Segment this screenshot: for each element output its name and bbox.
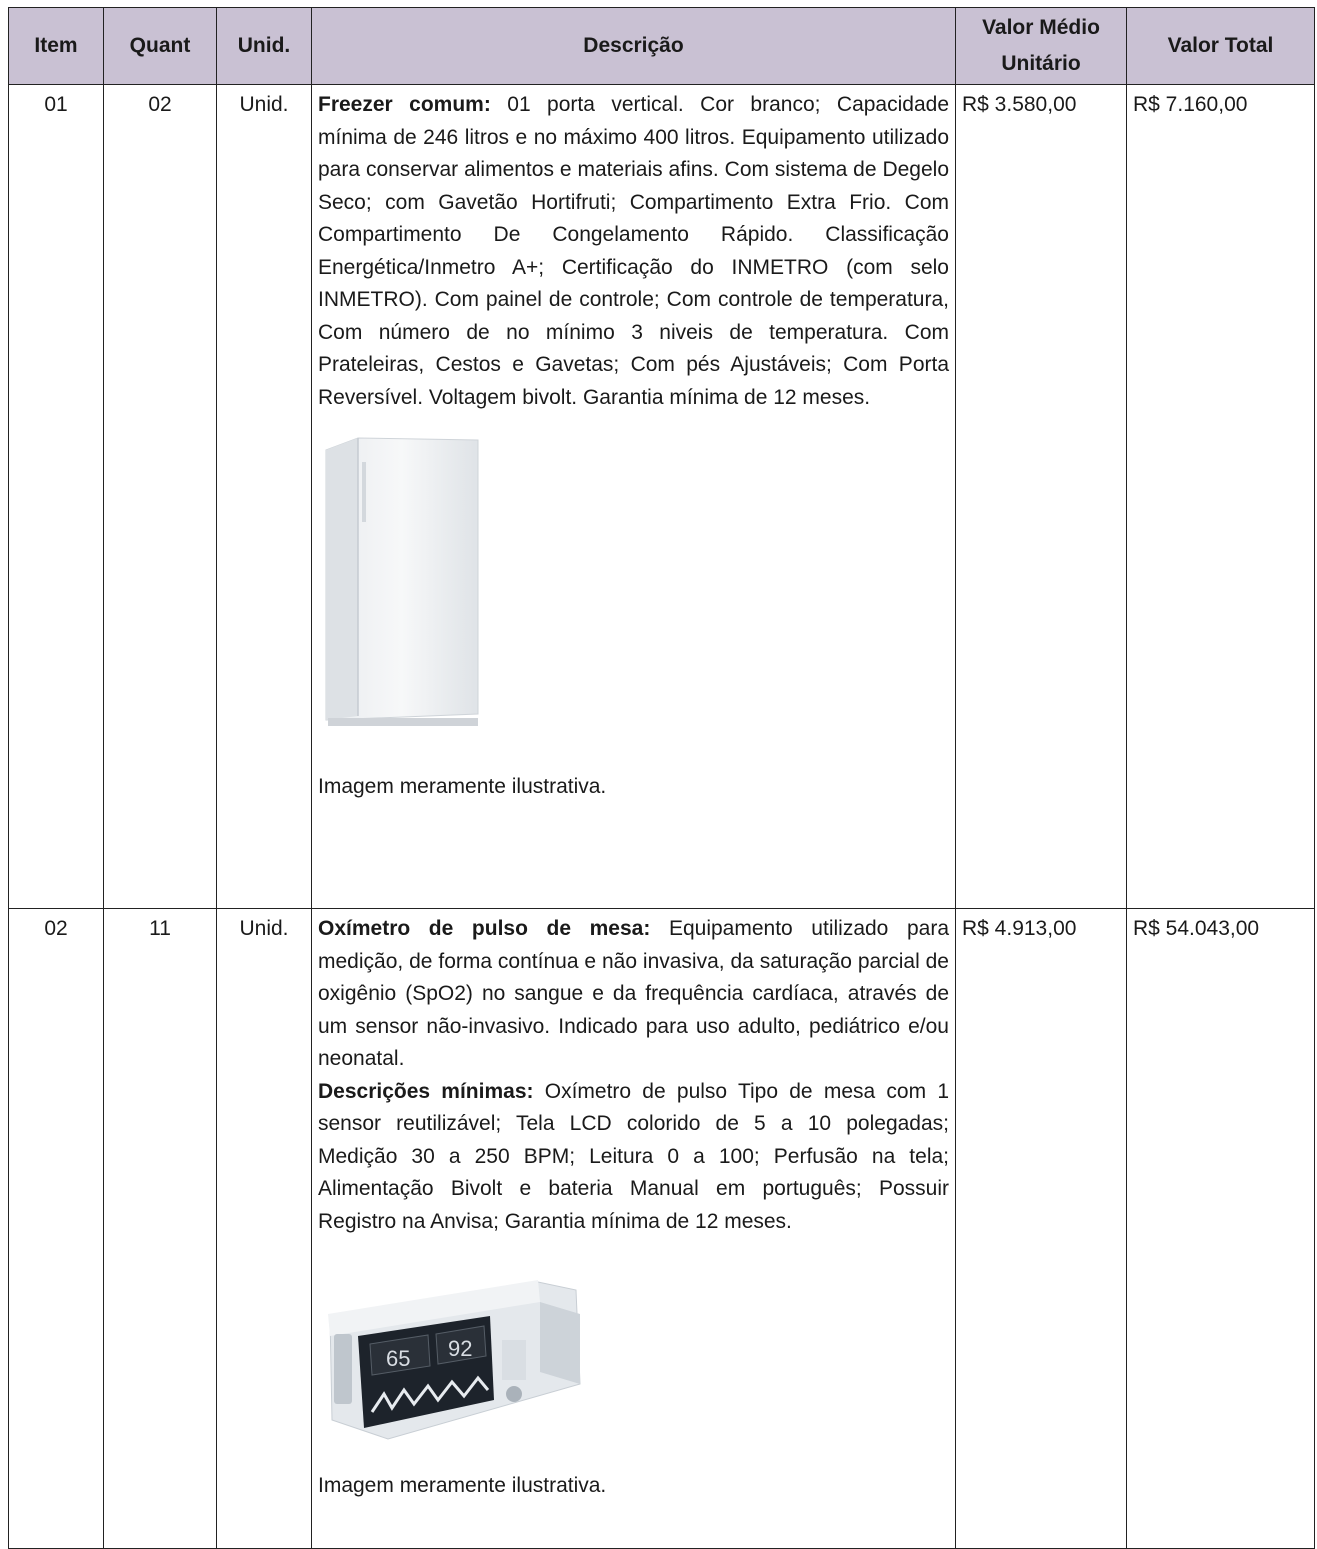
header-valor-medio-line1: Valor Médio bbox=[982, 16, 1100, 39]
cell-unid: Unid. bbox=[217, 85, 312, 909]
description-text bbox=[318, 89, 949, 414]
cell-valor-total: R$ 7.160,00 bbox=[1127, 85, 1315, 909]
cell-description bbox=[312, 85, 956, 909]
header-item: Item bbox=[9, 8, 104, 85]
cell-description bbox=[312, 909, 956, 1549]
description-text bbox=[318, 913, 949, 1076]
header-valor-medio-line2: Unitário bbox=[1001, 52, 1081, 75]
header-descricao: Descrição bbox=[312, 8, 956, 85]
header-valor-total: Valor Total bbox=[1127, 8, 1315, 85]
image-caption: Imagem meramente ilustrativa. bbox=[318, 1473, 607, 1497]
table-header bbox=[9, 8, 1315, 85]
monitor-value-1: 65 bbox=[386, 1346, 411, 1371]
description-minimums bbox=[318, 1076, 949, 1239]
table-row bbox=[9, 909, 1315, 1549]
cell-item: 02 bbox=[9, 909, 104, 1549]
cell-quant: 11 bbox=[104, 909, 217, 1549]
table-row bbox=[9, 85, 1315, 909]
items-table bbox=[8, 7, 1315, 1549]
cell-item: 01 bbox=[9, 85, 104, 909]
cell-valor-unitario: R$ 4.913,00 bbox=[956, 909, 1127, 1549]
cell-valor-total: R$ 54.043,00 bbox=[1127, 909, 1315, 1549]
description-body: Equipamento utilizado para medição, de forma contínua e não invasiva, da saturação parcial de oxigênio (SpO2) no sangue e da frequência cardíaca, através de um sensor não-invasivo. Indicado para uso adulto, pediátrico e/ou neonatal. bbox=[318, 917, 949, 1070]
description-title: Oxímetro de pulso de mesa: bbox=[318, 917, 651, 940]
header-unid: Unid. bbox=[217, 8, 312, 85]
description-minimums-title: Descrições mínimas: bbox=[318, 1079, 534, 1103]
oximeter-image bbox=[318, 1244, 949, 1470]
header-valor-medio bbox=[956, 8, 1127, 85]
cell-valor-unitario: R$ 3.580,00 bbox=[956, 85, 1127, 909]
description-title: Freezer comum: bbox=[318, 93, 491, 116]
description-body: 01 porta vertical. Cor branco; Capacidade mínima de 246 litros e no máximo 400 litros. Equipamento utilizado para conservar alimentos e materiais afins. Com sistema de Degelo Seco; com Gavetão Hortifruti; Compartimento Extra Frio. Com Compartimento De Congelamento Rápido. Classificação Energética/Inmetro A+; Certificação do INMETRO (com selo INMETRO). Com painel de controle; Com controle de temperatura, Com número de no mínimo 3 niveis de temperatura. Com Prateleiras, Cestos e Gavetas; Com pés Ajustáveis; Com Porta Reversível. Voltagem bivolt. Garantia mínima de 12 meses. bbox=[318, 93, 949, 409]
header-quant: Quant bbox=[104, 8, 217, 85]
monitor-value-2: 92 bbox=[448, 1336, 473, 1361]
description-minimums-body: Oxímetro de pulso Tipo de mesa com 1 sensor reutilizável; Tela LCD colorido de 5 a 10 polegadas; Medição 30 a 250 BPM; Leitura 0 a 100; Perfusão na tela; Alimentação Bivolt e bateria Manual em português; Possuir Registro na Anvisa; Garantia mínima de 12 meses. bbox=[318, 1079, 949, 1233]
image-caption: Imagem meramente ilustrativa. bbox=[318, 774, 607, 798]
freezer-image bbox=[318, 432, 949, 743]
cell-quant: 02 bbox=[104, 85, 217, 909]
cell-unid: Unid. bbox=[217, 909, 312, 1549]
